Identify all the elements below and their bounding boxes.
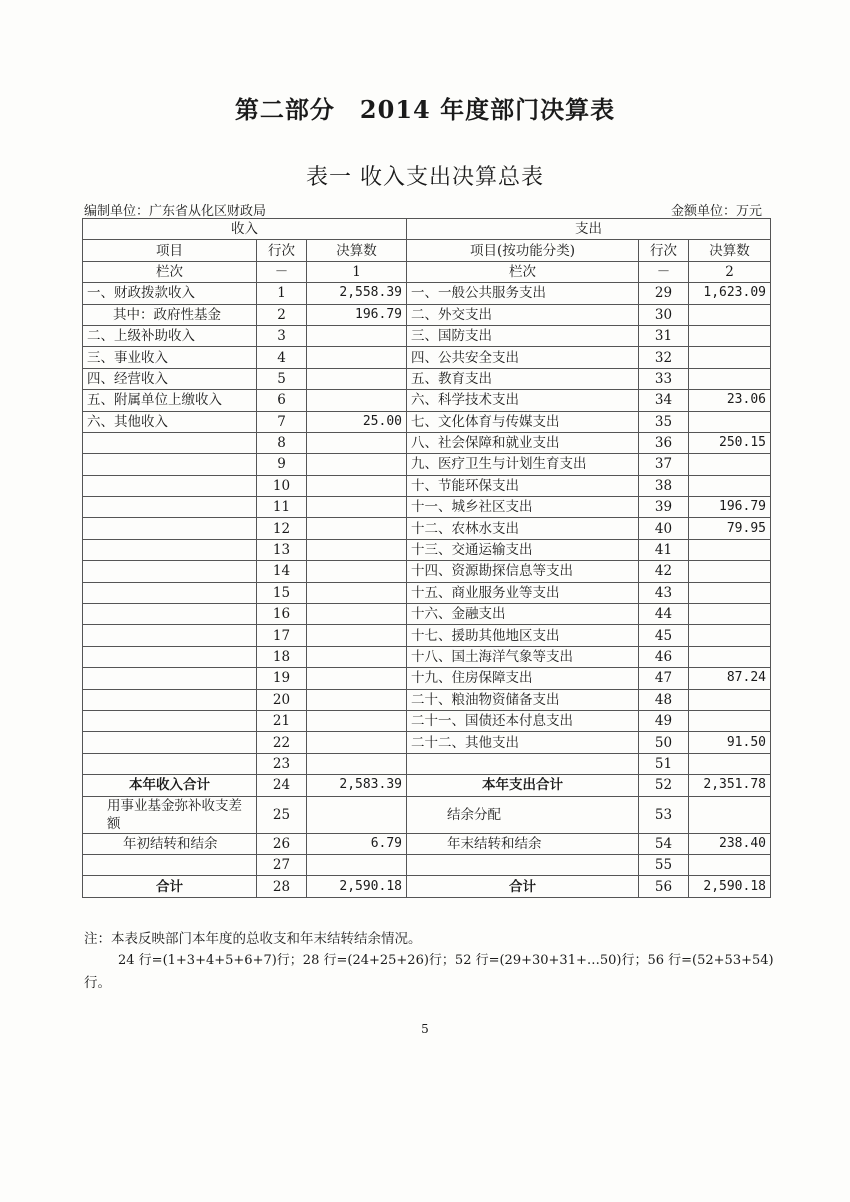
income-item: [83, 710, 257, 731]
expense-item: 八、社会保障和就业支出: [407, 432, 639, 453]
income-amount: [307, 625, 407, 646]
total-expense-amount: 2,590.18: [689, 876, 771, 897]
income-amount: [307, 646, 407, 667]
income-rowno-header: 行次: [257, 240, 307, 261]
income-amount: [307, 668, 407, 689]
blank-expense-item: [407, 854, 639, 875]
income-amount: [307, 497, 407, 518]
expense-row-no: 50: [639, 732, 689, 753]
income-row-no: 13: [257, 539, 307, 560]
income-header: 收入: [83, 219, 407, 240]
income-item: [83, 432, 257, 453]
fund-row: [83, 796, 771, 833]
income-amount: [307, 432, 407, 453]
expense-row-no: 35: [639, 411, 689, 432]
expense-amount: 196.79: [689, 497, 771, 518]
expense-item: 十七、援助其他地区支出: [407, 625, 639, 646]
income-row-no: 4: [257, 347, 307, 368]
expense-item: 十三、交通运输支出: [407, 539, 639, 560]
table-row: [83, 475, 771, 496]
fund-label: 用事业基金弥补收支差额: [83, 796, 257, 833]
income-item: 六、其他收入: [83, 411, 257, 432]
income-amount: [307, 539, 407, 560]
expense-item: 十、节能环保支出: [407, 475, 639, 496]
income-row-no: 9: [257, 454, 307, 475]
income-item: [83, 668, 257, 689]
income-amount: [307, 753, 407, 774]
year-income-amount: 2,583.39: [307, 775, 407, 796]
table-row: [83, 368, 771, 389]
income-amount: [307, 732, 407, 753]
income-row-no: 2: [257, 304, 307, 325]
header-row-columns: [83, 240, 771, 261]
income-amount: [307, 561, 407, 582]
table-title: 表一 收入支出决算总表: [306, 165, 544, 190]
expense-item: 二、外交支出: [407, 304, 639, 325]
dist-label: 结余分配: [407, 796, 639, 833]
income-amount: [307, 347, 407, 368]
begin-amount: 6.79: [307, 833, 407, 854]
expense-col-dash: －: [639, 261, 689, 282]
expense-amount: 250.15: [689, 432, 771, 453]
income-row-no: 23: [257, 753, 307, 774]
expense-amount: 79.95: [689, 518, 771, 539]
table-row: [83, 325, 771, 346]
income-row-no: 10: [257, 475, 307, 496]
table-row: [83, 539, 771, 560]
income-row-no: 15: [257, 582, 307, 603]
income-item: [83, 497, 257, 518]
expense-amount: [689, 454, 771, 475]
income-item: [83, 604, 257, 625]
table-row: [83, 390, 771, 411]
expense-item: 十六、金融支出: [407, 604, 639, 625]
expense-amount: [689, 325, 771, 346]
income-col-label: 栏次: [83, 261, 257, 282]
table-row: [83, 732, 771, 753]
income-row-no: 11: [257, 497, 307, 518]
income-row-no: 21: [257, 710, 307, 731]
income-amount: 2,558.39: [307, 283, 407, 304]
income-row-no: 5: [257, 368, 307, 389]
header-row-group: [83, 219, 771, 240]
income-amount: [307, 475, 407, 496]
expense-row-no: 34: [639, 390, 689, 411]
expense-row-no: 48: [639, 689, 689, 710]
expense-amount: [689, 304, 771, 325]
expense-item: 十八、国土海洋气象等支出: [407, 646, 639, 667]
income-item: [83, 454, 257, 475]
expense-amount: 1,623.09: [689, 283, 771, 304]
expense-row-no: 31: [639, 325, 689, 346]
end-label: 年末结转和结余: [407, 833, 639, 854]
income-amount: [307, 368, 407, 389]
income-item: [83, 582, 257, 603]
fund-amount: [307, 796, 407, 833]
income-amount: [307, 454, 407, 475]
expense-amount: 91.50: [689, 732, 771, 753]
expense-row-no: 41: [639, 539, 689, 560]
income-row-no: 8: [257, 432, 307, 453]
table-row: [83, 411, 771, 432]
table-note: [84, 928, 774, 994]
income-amount: 25.00: [307, 411, 407, 432]
income-amount: [307, 604, 407, 625]
income-amount: [307, 710, 407, 731]
amount-unit: 金额单位：万元: [670, 204, 762, 219]
year-total-row: [83, 775, 771, 796]
total-income-no: 28: [257, 876, 307, 897]
column-number-row: [83, 261, 771, 282]
income-amount: [307, 518, 407, 539]
income-row-no: 12: [257, 518, 307, 539]
income-row-no: 20: [257, 689, 307, 710]
income-row-no: 18: [257, 646, 307, 667]
income-item: 一、财政拨款收入: [83, 283, 257, 304]
blank-income-no: 27: [257, 854, 307, 875]
expense-item: 二十、粮油物资储备支出: [407, 689, 639, 710]
expense-item: 三、国防支出: [407, 325, 639, 346]
income-row-no: 17: [257, 625, 307, 646]
expense-row-no: 51: [639, 753, 689, 774]
income-row-no: 7: [257, 411, 307, 432]
expense-amount: [689, 604, 771, 625]
income-item: 四、经营收入: [83, 368, 257, 389]
expense-item: 四、公共安全支出: [407, 347, 639, 368]
expense-item: 九、医疗卫生与计划生育支出: [407, 454, 639, 475]
income-item: [83, 561, 257, 582]
end-no: 54: [639, 833, 689, 854]
note-line-1: 注：本表反映部门本年度的总收支和年末结转结余情况。: [84, 931, 422, 947]
table-row: [83, 561, 771, 582]
income-col-number: 1: [307, 261, 407, 282]
expense-amount: 87.24: [689, 668, 771, 689]
expense-row-no: 49: [639, 710, 689, 731]
blank-row: [83, 854, 771, 875]
expense-item: [407, 753, 639, 774]
begin-no: 26: [257, 833, 307, 854]
blank-income-amount: [307, 854, 407, 875]
expense-amount: [689, 646, 771, 667]
expense-row-no: 45: [639, 625, 689, 646]
fund-no: 25: [257, 796, 307, 833]
income-row-no: 22: [257, 732, 307, 753]
income-row-no: 1: [257, 283, 307, 304]
table-row: [83, 710, 771, 731]
table-row: [83, 625, 771, 646]
expense-item: 十九、住房保障支出: [407, 668, 639, 689]
expense-amount: [689, 689, 771, 710]
income-item: [83, 518, 257, 539]
income-amount-header: 决算数: [307, 240, 407, 261]
income-row-no: 14: [257, 561, 307, 582]
income-row-no: 6: [257, 390, 307, 411]
total-income-label: 合计: [83, 876, 257, 897]
table-row: [83, 646, 771, 667]
income-item: [83, 625, 257, 646]
dist-amount: [689, 796, 771, 833]
table-row: [83, 432, 771, 453]
expense-amount: [689, 753, 771, 774]
table-row: [83, 582, 771, 603]
expense-item: 十二、农林水支出: [407, 518, 639, 539]
year-expense-amount: 2,351.78: [689, 775, 771, 796]
expense-item-header: 项目(按功能分类): [407, 240, 639, 261]
income-row-no: 3: [257, 325, 307, 346]
expense-row-no: 42: [639, 561, 689, 582]
blank-income-item: [83, 854, 257, 875]
year-expense-no: 52: [639, 775, 689, 796]
expense-row-no: 36: [639, 432, 689, 453]
income-item: 五、附属单位上缴收入: [83, 390, 257, 411]
expense-amount: [689, 475, 771, 496]
expense-row-no: 32: [639, 347, 689, 368]
expense-row-no: 33: [639, 368, 689, 389]
table-row: [83, 283, 771, 304]
table-row: [83, 454, 771, 475]
income-amount: 196.79: [307, 304, 407, 325]
income-item: [83, 689, 257, 710]
expense-item: 六、科学技术支出: [407, 390, 639, 411]
table-row: [83, 304, 771, 325]
expense-amount-header: 决算数: [689, 240, 771, 261]
year-income-label: 本年收入合计: [83, 775, 257, 796]
expense-amount: [689, 411, 771, 432]
expense-item: 七、文化体育与传媒支出: [407, 411, 639, 432]
carryover-row: [83, 833, 771, 854]
expense-row-no: 43: [639, 582, 689, 603]
expense-row-no: 40: [639, 518, 689, 539]
expense-amount: [689, 710, 771, 731]
expense-item: 二十二、其他支出: [407, 732, 639, 753]
expense-amount: [689, 368, 771, 389]
expense-amount: [689, 625, 771, 646]
expense-amount: [689, 347, 771, 368]
table-row: [83, 347, 771, 368]
expense-amount: [689, 539, 771, 560]
income-item: [83, 539, 257, 560]
income-item: [83, 753, 257, 774]
year-income-no: 24: [257, 775, 307, 796]
table-row: [83, 753, 771, 774]
income-amount: [307, 689, 407, 710]
expense-item: 十四、资源勘探信息等支出: [407, 561, 639, 582]
income-col-dash: －: [257, 261, 307, 282]
begin-label: 年初结转和结余: [83, 833, 257, 854]
total-income-amount: 2,590.18: [307, 876, 407, 897]
grand-total-row: [83, 876, 771, 897]
expense-amount: 23.06: [689, 390, 771, 411]
total-expense-label: 合计: [407, 876, 639, 897]
income-row-no: 16: [257, 604, 307, 625]
total-expense-no: 56: [639, 876, 689, 897]
blank-expense-amount: [689, 854, 771, 875]
expense-col-number: 2: [689, 261, 771, 282]
part-title: 第二部分 2014 年度部门决算表: [234, 95, 616, 124]
income-amount: [307, 390, 407, 411]
expense-item: 十一、城乡社区支出: [407, 497, 639, 518]
table-row: [83, 604, 771, 625]
income-amount: [307, 325, 407, 346]
expense-item: 一、一般公共服务支出: [407, 283, 639, 304]
page-number: 5: [421, 1022, 429, 1036]
expense-row-no: 39: [639, 497, 689, 518]
budget-table: [82, 218, 771, 898]
income-item: 三、事业收入: [83, 347, 257, 368]
dist-no: 53: [639, 796, 689, 833]
expense-row-no: 47: [639, 668, 689, 689]
end-amount: 238.40: [689, 833, 771, 854]
expense-row-no: 37: [639, 454, 689, 475]
income-item: 其中：政府性基金: [83, 304, 257, 325]
expense-row-no: 44: [639, 604, 689, 625]
expense-amount: [689, 582, 771, 603]
income-item: [83, 475, 257, 496]
expense-item: 五、教育支出: [407, 368, 639, 389]
expense-row-no: 38: [639, 475, 689, 496]
expense-item: 二十一、国债还本付息支出: [407, 710, 639, 731]
note-line-3: 行。: [84, 975, 111, 991]
note-line-2: 24 行=(1+3+4+5+6+7)行；28 行=(24+25+26)行；52 行=(29+30+31+…50)行；56 行=(52+53+54): [118, 953, 774, 968]
expense-row-no: 46: [639, 646, 689, 667]
expense-rowno-header: 行次: [639, 240, 689, 261]
blank-expense-no: 55: [639, 854, 689, 875]
compiling-unit: 编制单位：广东省从化区财政局: [84, 204, 267, 219]
income-item: 二、上级补助收入: [83, 325, 257, 346]
expense-amount: [689, 561, 771, 582]
table-row: [83, 668, 771, 689]
income-item: [83, 646, 257, 667]
table-row: [83, 689, 771, 710]
expense-item: 十五、商业服务业等支出: [407, 582, 639, 603]
income-row-no: 19: [257, 668, 307, 689]
table-row: [83, 497, 771, 518]
income-item-header: 项目: [83, 240, 257, 261]
income-amount: [307, 582, 407, 603]
table-row: [83, 518, 771, 539]
expense-row-no: 29: [639, 283, 689, 304]
expense-header: 支出: [407, 219, 771, 240]
income-item: [83, 732, 257, 753]
expense-row-no: 30: [639, 304, 689, 325]
expense-col-label: 栏次: [407, 261, 639, 282]
year-expense-label: 本年支出合计: [407, 775, 639, 796]
